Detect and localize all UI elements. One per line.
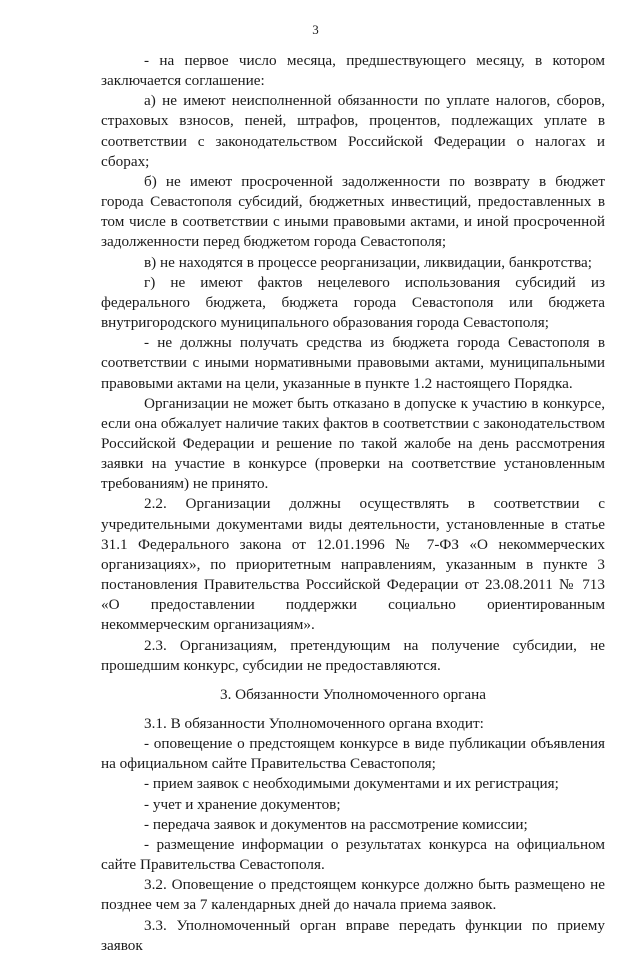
list-item-announcement: - оповещение о предстоящем конкурсе в виде публикации объявления на официальном сайте Правительства Севастополя; xyxy=(101,735,605,773)
list-item-results: - размещение информации о результатах конкурса на официальном сайте Правительства Севастополя. xyxy=(101,835,605,874)
paragraph-3-3: 3.3. Уполномоченный орган вправе передать функции по приему заявок xyxy=(101,916,605,954)
page-number: 3 xyxy=(312,22,319,37)
paragraph-item-b: б) не имеют просроченной задолженности по возврату в бюджет города Севастополя субсидий, бюджетных инвестиций, предоставленных в том числе в соответствии с иными правовыми актами, и иной просроченной задолженности перед бюджетом города Севастополя; xyxy=(101,172,605,251)
paragraph-item-g: г) не имеют фактов нецелевого использования субсидий из федерального бюджета, бюджета города Севастополя или бюджета внутригородского муниципального образования города Севастополя; xyxy=(101,273,605,332)
paragraph-budget-funds: - не должны получать средства из бюджета города Севастополя в соответствии с иными нормативными правовыми актами, муниципальными правовыми актами на цели, указанные в пункте 1.2 настоящего Порядка. xyxy=(101,334,605,392)
document-body xyxy=(101,51,605,956)
section-heading: 3. Обязанности Уполномоченного органа xyxy=(219,685,487,703)
paragraph-3-2: 3.2. Оповещение о предстоящем конкурсе должно быть размещено не позднее чем за 7 календарных дней до начала приема заявок. xyxy=(101,876,605,914)
list-item-transfer: - передача заявок и документов на рассмотрение комиссии; xyxy=(144,815,528,833)
paragraph-2-3: 2.3. Организациям, претендующим на получение субсидии, не прошедшим конкурс, субсидии не предоставляются. xyxy=(101,636,605,674)
paragraph-3-1: 3.1. В обязанности Уполномоченного органа входит: xyxy=(144,715,484,732)
paragraph-month-condition: - на первое число месяца, предшествующего месяцу, в котором заключается соглашение: xyxy=(101,52,605,90)
list-item-receiving: - прием заявок с необходимыми документами и их регистрация; xyxy=(144,775,559,793)
paragraph-admission-refusal: Организации не может быть отказано в допуске к участию в конкурсе, если она обжалует наличие таких фактов в соответствии с законодательством Российской Федерации и решение по такой жалобе на день рассмотрения заявки на участие в конкурсе (проверки на соответствие установленным требованиям) не принято. xyxy=(101,394,605,493)
paragraph-item-a: а) не имеют неисполненной обязанности по уплате налогов, сборов, страховых взносов, пеней, штрафов, процентов, подлежащих уплате в соответствии с законодательством Российской Федерации о налогах и сборах; xyxy=(101,92,605,170)
paragraph-item-v: в) не находятся в процессе реорганизации, ликвидации, банкротства; xyxy=(144,253,592,271)
list-item-storage: - учет и хранение документов; xyxy=(144,795,341,813)
paragraph-2-2: 2.2. Организации должны осуществлять в соответствии с учредительными документами виды деятельности, установленные в статье 31.1 Федерального закона от 12.01.1996 № 7-ФЗ «О некоммерческих организациях», по приоритетным направлениям, указанным в пункте 3 постановления Правительства Российской Федерации от 23.08.2011 № 713 «О предоставлении поддержки социально ориентированным некоммерческим организациям». xyxy=(101,495,605,634)
